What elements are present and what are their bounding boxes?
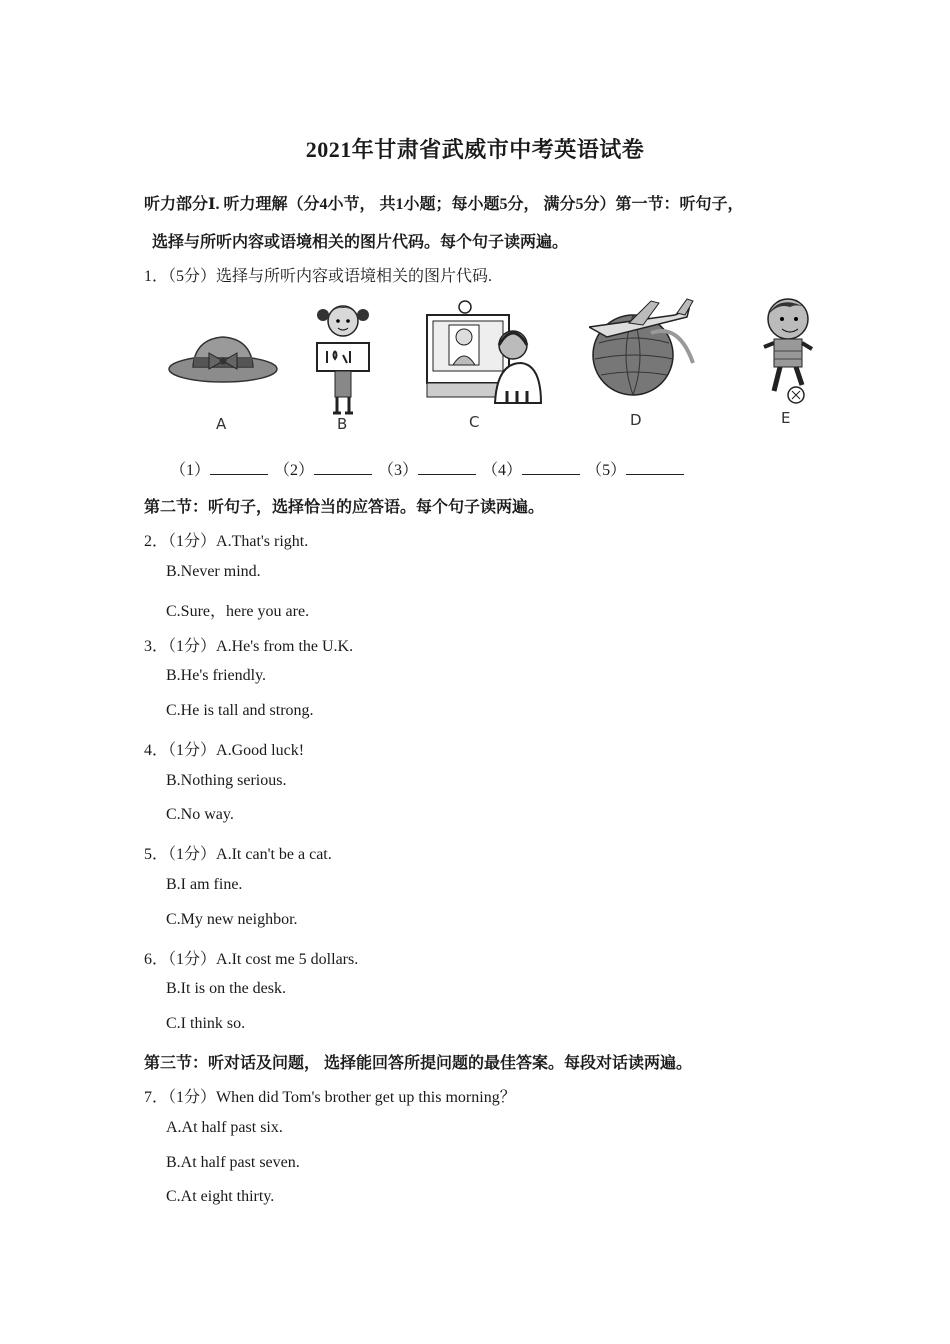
answer-blank-5[interactable]	[626, 460, 684, 475]
blank-label: （2）	[274, 462, 315, 479]
answer-blank-2[interactable]	[314, 460, 372, 475]
answer-blank-3[interactable]	[418, 460, 476, 475]
option-c[interactable]: C.I think so.	[166, 1015, 246, 1032]
question-number: 7．	[144, 1089, 169, 1106]
option-b[interactable]: B.Never mind.	[166, 563, 261, 580]
option-b[interactable]: B.At half past seven.	[166, 1154, 300, 1171]
question-score: （1分）	[168, 1089, 217, 1106]
picture-label-c: C	[469, 413, 480, 431]
question-number: 3．	[144, 638, 169, 655]
question-2	[144, 528, 308, 551]
question-score: （1分）	[168, 638, 217, 655]
page-title: 2021年甘肃省武威市中考英语试卷	[305, 137, 645, 162]
part1-heading-cont: 选择与所听内容或语境相关的图片代码。每个句子读两遍。	[152, 234, 569, 251]
option-a[interactable]: A.He's from the U.K.	[216, 638, 354, 655]
part1-heading: 听力部分Ⅰ. 听力理解（分4小节， 共1小题；每小题5分， 满分5分）第一节：听句子，	[144, 196, 744, 213]
picture-label-a: A	[216, 415, 227, 433]
option-c[interactable]: C.No way.	[166, 806, 234, 823]
question-4	[144, 737, 304, 760]
option-b[interactable]: B.He's friendly.	[166, 667, 267, 684]
option-c[interactable]: C.My new neighbor.	[166, 911, 298, 928]
question-score: （5分）	[168, 268, 217, 285]
question-3	[144, 633, 353, 656]
option-b[interactable]: B.I am fine.	[166, 876, 243, 893]
question-number: 1．	[144, 268, 169, 285]
answer-blanks	[170, 457, 686, 480]
question-5	[144, 841, 332, 864]
question-number: 6．	[144, 951, 169, 968]
picture-label-e: E	[781, 409, 791, 427]
question-number: 2．	[144, 533, 169, 550]
question-score: （1分）	[168, 846, 217, 863]
question-text: 选择与所听内容或语境相关的图片代码.	[216, 268, 493, 285]
video-call-icon	[423, 293, 545, 433]
option-c[interactable]: C.At eight thirty.	[166, 1188, 275, 1205]
option-a[interactable]: A.It cost me 5 dollars.	[216, 951, 359, 968]
boy-football-icon	[750, 293, 817, 433]
option-c[interactable]: C.Sure，here you are.	[166, 603, 310, 620]
option-a[interactable]: A.It can't be a cat.	[216, 846, 332, 863]
option-a[interactable]: A.That's right.	[216, 533, 309, 550]
question-score: （1分）	[168, 742, 217, 759]
question-7	[144, 1084, 516, 1107]
hat-icon	[165, 293, 285, 433]
blank-label: （5）	[586, 462, 627, 479]
option-b[interactable]: B.It is on the desk.	[166, 980, 286, 997]
option-b[interactable]: B.Nothing serious.	[166, 772, 287, 789]
question-score: （1分）	[168, 951, 217, 968]
question-1	[144, 263, 492, 286]
question-score: （1分）	[168, 533, 217, 550]
question-number: 4．	[144, 742, 169, 759]
option-a[interactable]: A.At half past six.	[166, 1119, 283, 1136]
picture-label-b: B	[337, 415, 348, 433]
picture-label-d: D	[630, 411, 642, 429]
picture-strip	[165, 293, 817, 433]
answer-blank-4[interactable]	[522, 460, 580, 475]
question-text: When did Tom's brother get up this morning？	[216, 1089, 516, 1106]
question-number: 5．	[144, 846, 169, 863]
blank-label: （3）	[378, 462, 419, 479]
section-3-heading: 第三节：听对话及问题， 选择能回答所提问题的最佳答案。每段对话读两遍。	[144, 1055, 693, 1072]
question-6	[144, 946, 358, 969]
answer-blank-1[interactable]	[210, 460, 268, 475]
plane-globe-icon	[589, 293, 697, 433]
blank-label: （4）	[482, 462, 523, 479]
option-c[interactable]: C.He is tall and strong.	[166, 702, 314, 719]
option-a[interactable]: A.Good luck!	[216, 742, 305, 759]
girl-sign-icon	[305, 293, 385, 433]
section-2-heading: 第二节：听句子，选择恰当的应答语。每个句子读两遍。	[144, 499, 545, 516]
blank-label: （1）	[170, 462, 211, 479]
